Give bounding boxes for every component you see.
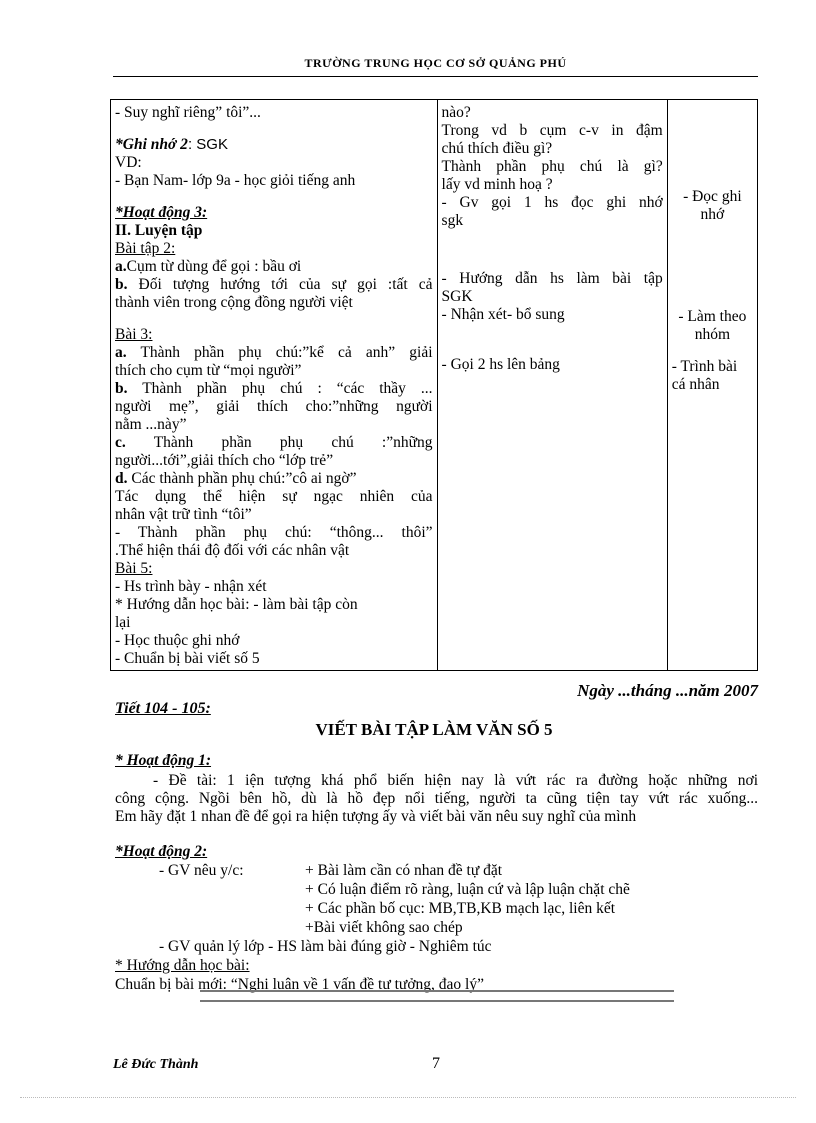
double-rule-divider [200, 990, 674, 1002]
text-line: VD: [115, 154, 142, 171]
text-line: cá nhân [671, 376, 720, 393]
text-line: - Học thuộc ghi nhớ [115, 632, 240, 649]
text-line: d. Các thành phần phụ chú:”cô ai ngờ” [115, 470, 357, 487]
text-line: - Đọc ghi [683, 188, 742, 205]
text-line: - Gv gọi 1 hs đọc ghi nhớ [441, 194, 663, 211]
text-line: Em hãy đặt 1 nhan đề để gọi ra hiện tượng ấy và viết bài văn nêu suy nghĩ của mình [115, 808, 637, 825]
gv-label: - GV nêu y/c: [159, 862, 244, 879]
header-rule [113, 76, 758, 77]
text-line: a. Thành phần phụ chú:”kể cả anh” giải [115, 344, 433, 361]
list-item: +Bài viết không sao chép [305, 919, 463, 936]
text-line: nào? [441, 104, 471, 121]
page-number: 7 [432, 1055, 440, 1072]
text-line: - GV quản lý lớp - HS làm bài đúng giờ - Nghiêm túc [159, 938, 492, 955]
activity-1-heading [115, 752, 758, 770]
page-title: VIẾT BÀI TẬP LÀM VĂN SỐ 5 [315, 720, 553, 739]
text-line: sgk [441, 212, 464, 229]
text-line: chú thích điều gì? [441, 140, 553, 157]
text-line: Tác dụng thể hiện sự ngạc nhiên của [115, 488, 433, 505]
student-activity-column [667, 100, 757, 671]
text-line: b. Đối tượng hướng tới của sự gọi :tất cả [115, 276, 433, 293]
text-line: Thành phần phụ chú là gì? [441, 158, 663, 175]
teacher-activity-column [437, 100, 667, 671]
ghi-nho-label: *Ghi nhớ 2 [115, 136, 188, 153]
text-line: - Trình bài [671, 358, 738, 375]
section-heading: *Hoạt động 3: [115, 204, 208, 221]
list-item: + Các phần bố cục: MB,TB,KB mạch lạc, liên kết [305, 900, 616, 917]
section-heading: *Hoạt động 2: [115, 843, 208, 860]
text-line: a.Cụm từ dùng để gọi : bầu ơi [115, 258, 302, 275]
content-column [111, 100, 438, 671]
text-line: c. Thành phần phụ chú :”những [115, 434, 433, 451]
exercise-heading: Bài 3: [115, 326, 153, 343]
text-line: nằm ...này” [115, 416, 187, 433]
lesson-table [110, 99, 758, 671]
text-line: - Làm theo [678, 308, 747, 325]
text-line: thích cho cụm từ “mọi người” [115, 362, 302, 379]
list-item: + Bài làm cần có nhan đề tự đặt [305, 862, 503, 879]
lesson-number: Tiết 104 - 105: [115, 700, 211, 717]
text-line: lấy vd minh hoạ ? [441, 176, 553, 193]
footer-dotted-rule [20, 1097, 796, 1098]
footer-author: Lê Đức Thành [113, 1057, 199, 1072]
text-line: - Nhận xét- bổ sung [441, 306, 565, 323]
ghi-nho-value: : SGK [187, 136, 228, 153]
homework-heading: * Hướng dẫn học bài: [115, 957, 250, 974]
activity-2-heading [115, 843, 758, 861]
table-row [111, 100, 758, 671]
text-line: thành viên trong cộng đồng người việt [115, 294, 353, 311]
text-line: người...tới”,giải thích cho “lớp trẻ” [115, 452, 334, 469]
section-heading: II. Luyện tập [115, 222, 203, 239]
text-line: lại [115, 614, 131, 631]
text-line: .Thể hiện thái độ đối với các nhân vật [115, 542, 350, 559]
text-line: nhớ [700, 206, 725, 223]
text-line: - Chuẩn bị bài viết số 5 [115, 650, 260, 667]
exercise-heading: Bài tập 2: [115, 240, 176, 257]
text-line: Chuẩn bị bài mới: “Nghị luận về 1 vấn đề tư tưởng, đạo lý” [115, 976, 484, 993]
text-line: - Thành phần phụ chú: “thông... thôi” [115, 524, 433, 541]
text-line: Trong vd b cụm c-v in đậm [441, 122, 663, 139]
text-line: công cộng. Ngồi bên hồ, dù là hồ đẹp nổi tiếng, người ta cũng tiện tay vứt rác xuống... [115, 790, 758, 807]
requirements-list [115, 861, 758, 994]
ghi-nho-line [115, 136, 433, 154]
text-line: * Hướng dẫn học bài: - làm bài tập còn [115, 596, 358, 613]
text-line: SGK [441, 288, 473, 305]
text-line: - Gọi 2 hs lên bảng [441, 356, 560, 373]
text-line: - Hs trình bày - nhận xét [115, 578, 267, 595]
activity-1-paragraph [115, 772, 758, 826]
text-line: nhân vật trữ tình “tôi” [115, 506, 252, 523]
list-item: + Có luận điểm rõ ràng, luận cứ và lập luận chặt chẽ [305, 881, 630, 898]
exercise-heading: Bài 5: [115, 560, 153, 577]
text-line: - Suy nghĩ riêng” tôi”... [115, 104, 261, 121]
text-line: người mẹ”, giải thích cho:”những người [115, 398, 433, 415]
text-line: b. Thành phần phụ chú : “các thầy ... [115, 380, 433, 397]
text-line: - Bạn Nam- lớp 9a - học giỏi tiếng anh [115, 172, 356, 189]
date-line: Ngày ...tháng ...năm 2007 [577, 681, 758, 700]
section-heading: * Hoạt động 1: [115, 752, 212, 769]
text-line: - Hướng dẫn hs làm bài tập [441, 270, 663, 287]
text-line: nhóm [694, 326, 731, 343]
text-line: - Đề tài: 1 iện tượng khá phổ biến hiện nay là vứt rác ra đường hoặc những nơi [153, 772, 758, 789]
page-header: TRƯỜNG TRUNG HỌC CƠ SỞ QUẢNG PHÚ [304, 56, 567, 70]
